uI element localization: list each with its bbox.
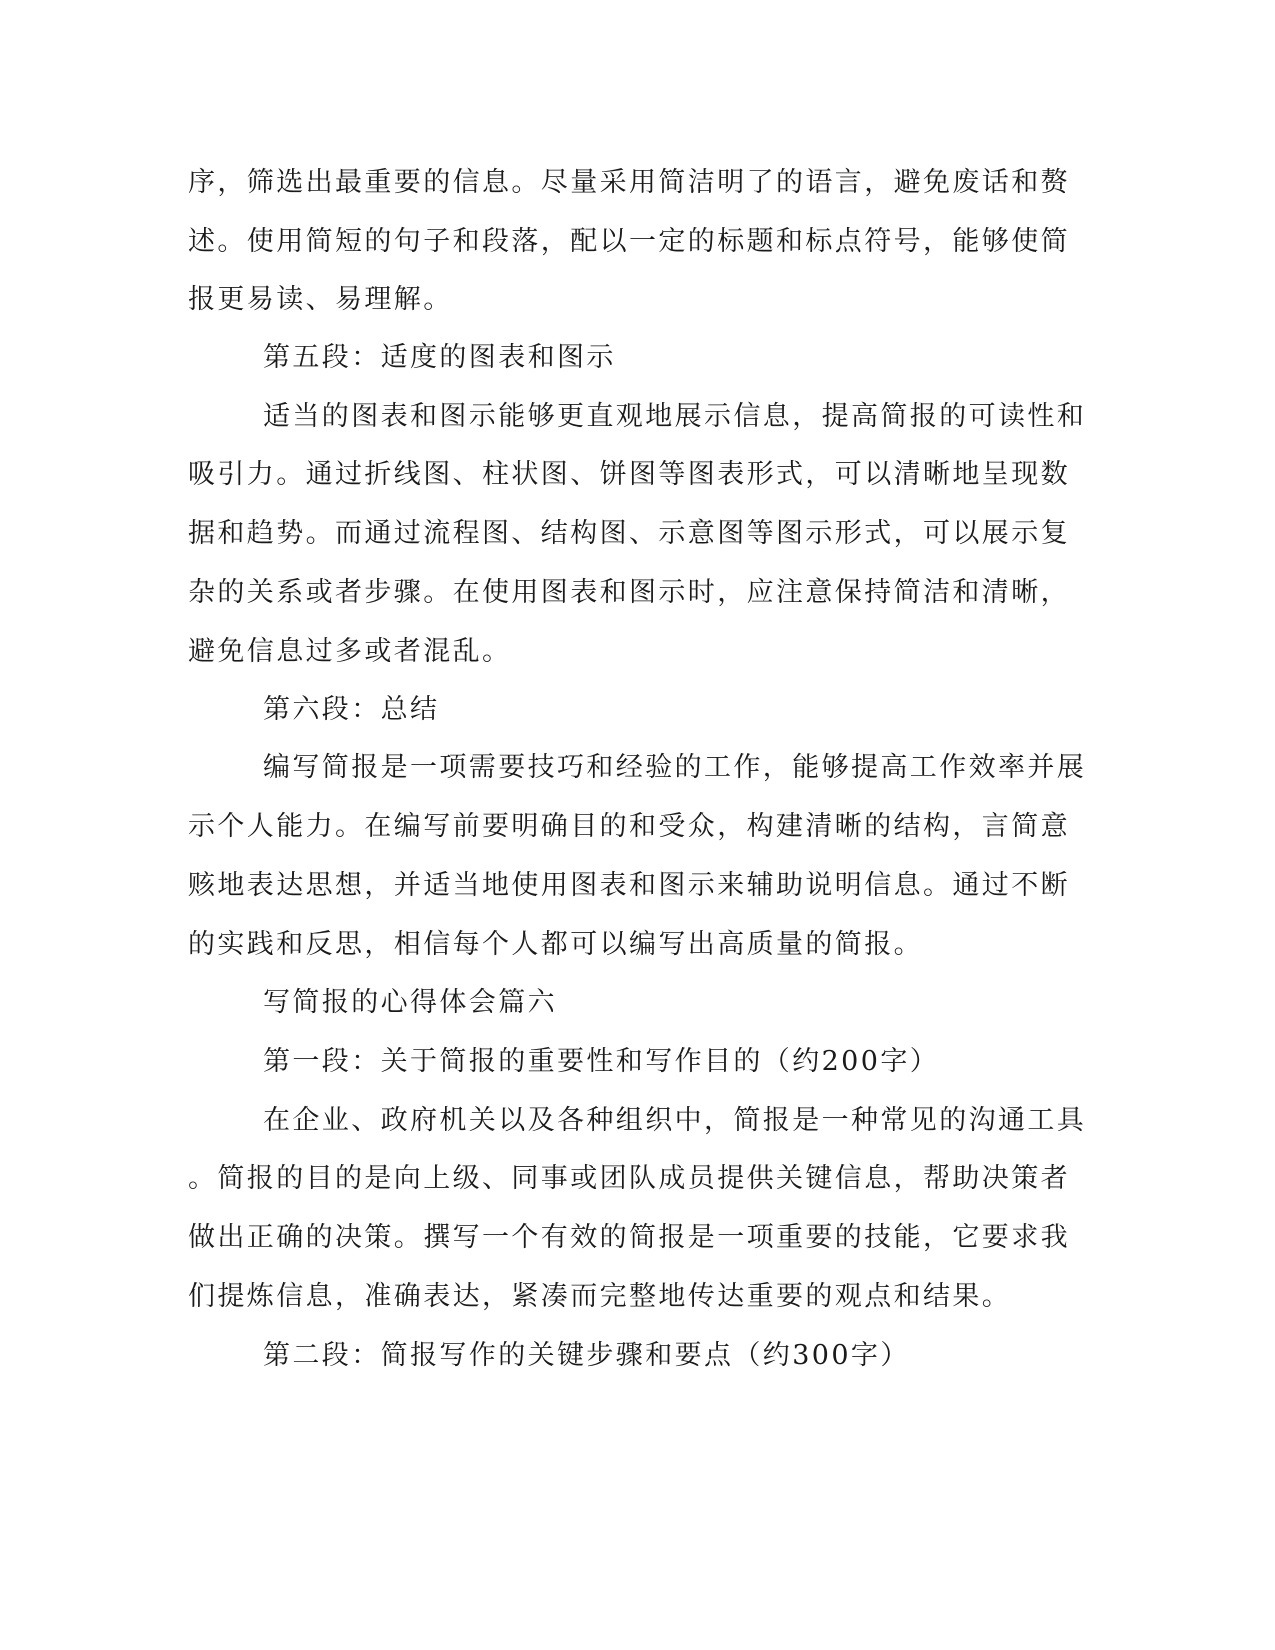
section-heading: 第一段：关于简报的重要性和写作目的（约200字） xyxy=(263,1046,940,1077)
text-line: 避免信息过多或者混乱。 xyxy=(188,636,512,667)
text-line: 编写简报是一项需要技巧和经验的工作，能够提高工作效率并展 xyxy=(263,752,1087,783)
text-line: 赅地表达思想，并适当地使用图表和图示来辅助说明信息。通过不断 xyxy=(188,870,1070,901)
text-line: 在企业、政府机关以及各种组织中，简报是一种常见的沟通工具 xyxy=(263,1105,1087,1136)
section-heading: 第六段：总结 xyxy=(263,694,440,725)
text-line: 适当的图表和图示能够更直观地展示信息，提高简报的可读性和 xyxy=(263,401,1087,432)
text-line: 的实践和反思，相信每个人都可以编写出高质量的简报。 xyxy=(188,929,923,960)
section-heading: 第五段：适度的图表和图示 xyxy=(263,342,616,373)
text-line: 述。使用简短的句子和段落，配以一定的标题和标点符号，能够使简 xyxy=(188,226,1070,257)
text-line: 序，筛选出最重要的信息。尽量采用简洁明了的语言，避免废话和赘 xyxy=(188,167,1070,198)
text-line: 吸引力。通过折线图、柱状图、饼图等图表形式，可以清晰地呈现数 xyxy=(188,459,1070,490)
text-line: 做出正确的决策。撰写一个有效的简报是一项重要的技能，它要求我 xyxy=(188,1222,1070,1253)
text-line: 示个人能力。在编写前要明确目的和受众，构建清晰的结构，言简意 xyxy=(188,811,1070,842)
text-line: 杂的关系或者步骤。在使用图表和图示时，应注意保持简洁和清晰， xyxy=(188,577,1070,608)
section-heading: 第二段：简报写作的关键步骤和要点（约300字） xyxy=(263,1340,910,1371)
article-title: 写简报的心得体会篇六 xyxy=(263,987,557,1018)
text-line: 。简报的目的是向上级、同事或团队成员提供关键信息，帮助决策者 xyxy=(188,1163,1070,1194)
text-line: 据和趋势。而通过流程图、结构图、示意图等图示形式，可以展示复 xyxy=(188,518,1070,549)
text-line: 报更易读、易理解。 xyxy=(188,284,453,315)
text-line: 们提炼信息，准确表达，紧凑而完整地传达重要的观点和结果。 xyxy=(188,1281,1012,1312)
